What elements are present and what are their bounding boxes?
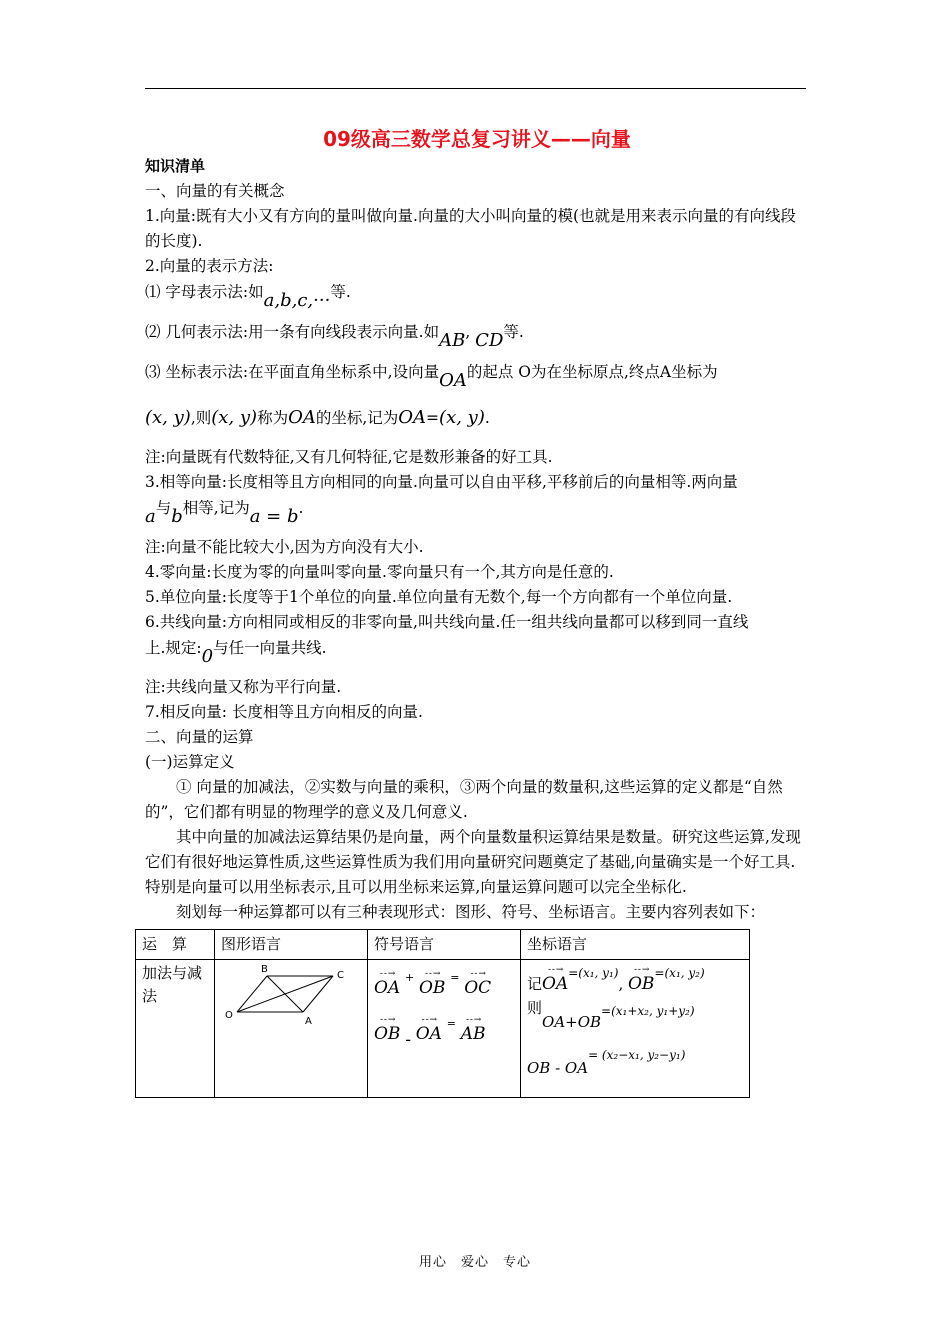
section-1-title: 一、向量的有关概念 [145,182,285,200]
arrow-mark: - - → [380,1015,395,1025]
coord-definition: 记 - - → OA $^{=(x_1, y_1)}$, - - → OB $^{=(x_1, y_2)}$ [527,965,705,994]
symbol-diff [374,1016,514,1048]
coord-value: =(x₁, y₁) [568,966,619,980]
text: 上.规定: [145,639,202,657]
table-header: 坐标语言 [521,930,750,960]
label-c: C [337,970,344,981]
math-oa: OA [288,407,316,428]
vector-oa [416,1016,442,1043]
vector-name: OA [415,1024,442,1044]
text: 等. [330,283,351,301]
vector-name: OC [464,978,492,998]
text: 的起点 O为在坐标原点,终点A坐标为 [466,363,718,381]
paragraph-collinear: 6.共线向量:方向相同或相反的非零向量,叫共线向量.任一组共线向量都可以移到同一直线 [145,613,749,631]
vector-ob [419,970,445,997]
table-header-row [136,930,750,960]
vector-name: OB [419,978,446,998]
text: 等. [503,323,524,341]
arrow-mark: - - → [421,1015,437,1025]
figure-cell [215,960,368,1098]
paragraph-zero-vector: 4.零向量:长度为零的向量叫零向量.零向量只有一个,其方向是任意的. [145,563,614,581]
arrow-mark: - - → [547,965,563,975]
vector-oc [464,970,491,997]
math-a-eq-b: a = b [249,506,299,527]
math-sum: OA+OB [542,1013,602,1031]
paragraph-unit-vector: 5.单位向量:长度等于1个单位的向量.单位向量有无数个,每一个方向都有一个单位向量. [145,588,733,606]
math-a: a [145,506,156,527]
vector-name: OA [374,978,401,998]
operator: + [405,971,415,984]
text: ,则 [190,409,212,427]
label-a: A [305,1016,312,1027]
text: 记 [527,975,543,993]
note-2: 注:向量不能比较大小,因为方向没有大小. [145,538,424,556]
coord-value: =(x₁+x₂, y₁+y₂) [601,1004,695,1018]
symbol-cell [368,960,521,1098]
vector-oa [542,966,568,993]
math-xy: (x, y) [145,407,191,428]
math-diff: OB - OA [527,1059,589,1077]
paragraph-equal-vectors: 3.相等向量:长度相等且方向相同的向量.向量可以自由平移,平移前后的向量相等.两向量 [145,473,738,491]
vector-ob [374,1016,400,1043]
paragraph-operations-2: 其中向量的加减法运算结果仍是向量，两个向量数量积运算结果是数量。研究这些运算,发现它们有很好地运算性质,这些运算性质为我们用向量研究问题奠定了基础,向量确实是一个好工具.特别是向量可以用坐标表示,且可以用坐标来运算,向量运算问题可以完全坐标化. [145,828,801,896]
paragraph-operations: ① 向量的加减法，②实数与向量的乘积，③两个向量的数量积,这些运算的定义都是“自然的”，它们都有明显的物理学的意义及几何意义. [145,778,783,821]
subsection-title: (一)运算定义 [145,753,235,771]
page-footer: 用心 爱心 专心 [418,1255,531,1270]
math-xy: (x, y) [211,407,258,428]
coord-value: =(x₁, y₂) [654,966,705,980]
text: ⑶ 坐标表示法:在平面直角坐标系中,设向量 [145,363,440,381]
coord-sum [527,999,743,1032]
paragraph-opposite: 7.相反向量: 长度相等且方向相反的向量. [145,703,423,721]
vector-name: OB [374,1024,401,1044]
text: 与 [155,499,172,517]
math-b: b [171,506,183,527]
arrow-mark: - - → [425,969,440,979]
text: . [298,499,304,517]
label-o: O [225,1010,233,1021]
text: 的坐标,记为 [315,409,399,427]
page-title: 09级高三数学总复习讲义——向量 [323,127,631,151]
note-3: 注:共线向量又称为平行向量. [145,678,342,696]
equals: = [450,971,460,984]
vector-name: OA [542,974,569,994]
paragraph-vector-def: 1.向量:既有大小又有方向的量叫做向量.向量的大小叫向量的模(也就是用来表示向量的有向线段的长度). [145,207,796,250]
row-label: 加法与减法 [136,960,215,1098]
coordinate-cell [521,960,750,1098]
paragraph-coordinate-formula [145,405,809,431]
arrow-mark: - - → [379,969,395,979]
text: . [484,409,490,427]
text: ⑴ 字母表示法:如 [145,283,264,301]
text: 相等,记为 [182,499,250,517]
diagonal-ab [267,976,303,1012]
note-1: 注:向量既有代数特征,又有几何特征,它是数形兼备的好工具. [145,448,553,466]
text: ⑵ 几何表示法:用一条有向线段表示向量.如 [145,323,440,341]
math-oa: OA [439,370,467,391]
math-ab: AB [439,330,466,351]
paragraph-collinear-rule [145,635,809,667]
section-heading: 知识清单 [145,157,206,175]
text: = [426,409,440,427]
math-letters: a,b,c,··· [263,290,331,311]
vector-name: AB [460,1024,486,1044]
math-xy: (x, y) [439,407,485,428]
paragraph-letter-method [145,279,809,311]
equals: = [446,1017,456,1030]
arrow-mark: - - → [470,969,485,979]
coord-value: = (x₂−x₁, y₂−y₁) [588,1048,686,1062]
math-oa: OA [398,407,427,428]
paragraph-representation: 2.向量的表示方法: [145,257,274,275]
operator: - [405,1030,411,1050]
table-header: 图形语言 [215,930,368,960]
vector-name: OB [628,974,655,994]
arrow-mark: - - → [634,965,649,975]
operations-table [135,929,750,1098]
text: 与任一向量共线. [213,639,327,657]
coord-diff [527,1050,743,1076]
label-b: B [261,964,268,975]
paragraph-coordinate-method [145,359,809,391]
parallelogram-figure [221,962,351,1032]
paragraph-equal-notation [145,495,809,527]
paragraph-table-intro: 刻划每一种运算都可以有三种表现形式：图形、符号、坐标语言。主要内容列表如下： [176,903,766,921]
table-row [136,960,750,1098]
math-zero: 0 [201,646,214,667]
table-header: 符号语言 [368,930,521,960]
table-header: 运 算 [136,930,215,960]
math-cd: CD [475,330,504,351]
symbol-sum [374,970,514,1002]
header-rule [145,88,806,89]
text: 称为 [257,409,289,427]
document-body [142,126,809,1098]
arrow-mark: - - → [465,1015,481,1025]
vector-ob [628,966,654,993]
text: 则 [527,999,543,1017]
paragraph-geometric-method: ⑵ 几何表示法:用一条有向线段表示向量.如AB, CD等. [145,323,524,351]
vector-ab [461,1016,486,1043]
vector-oa [374,970,400,997]
section-2-title: 二、向量的运算 [145,728,254,746]
